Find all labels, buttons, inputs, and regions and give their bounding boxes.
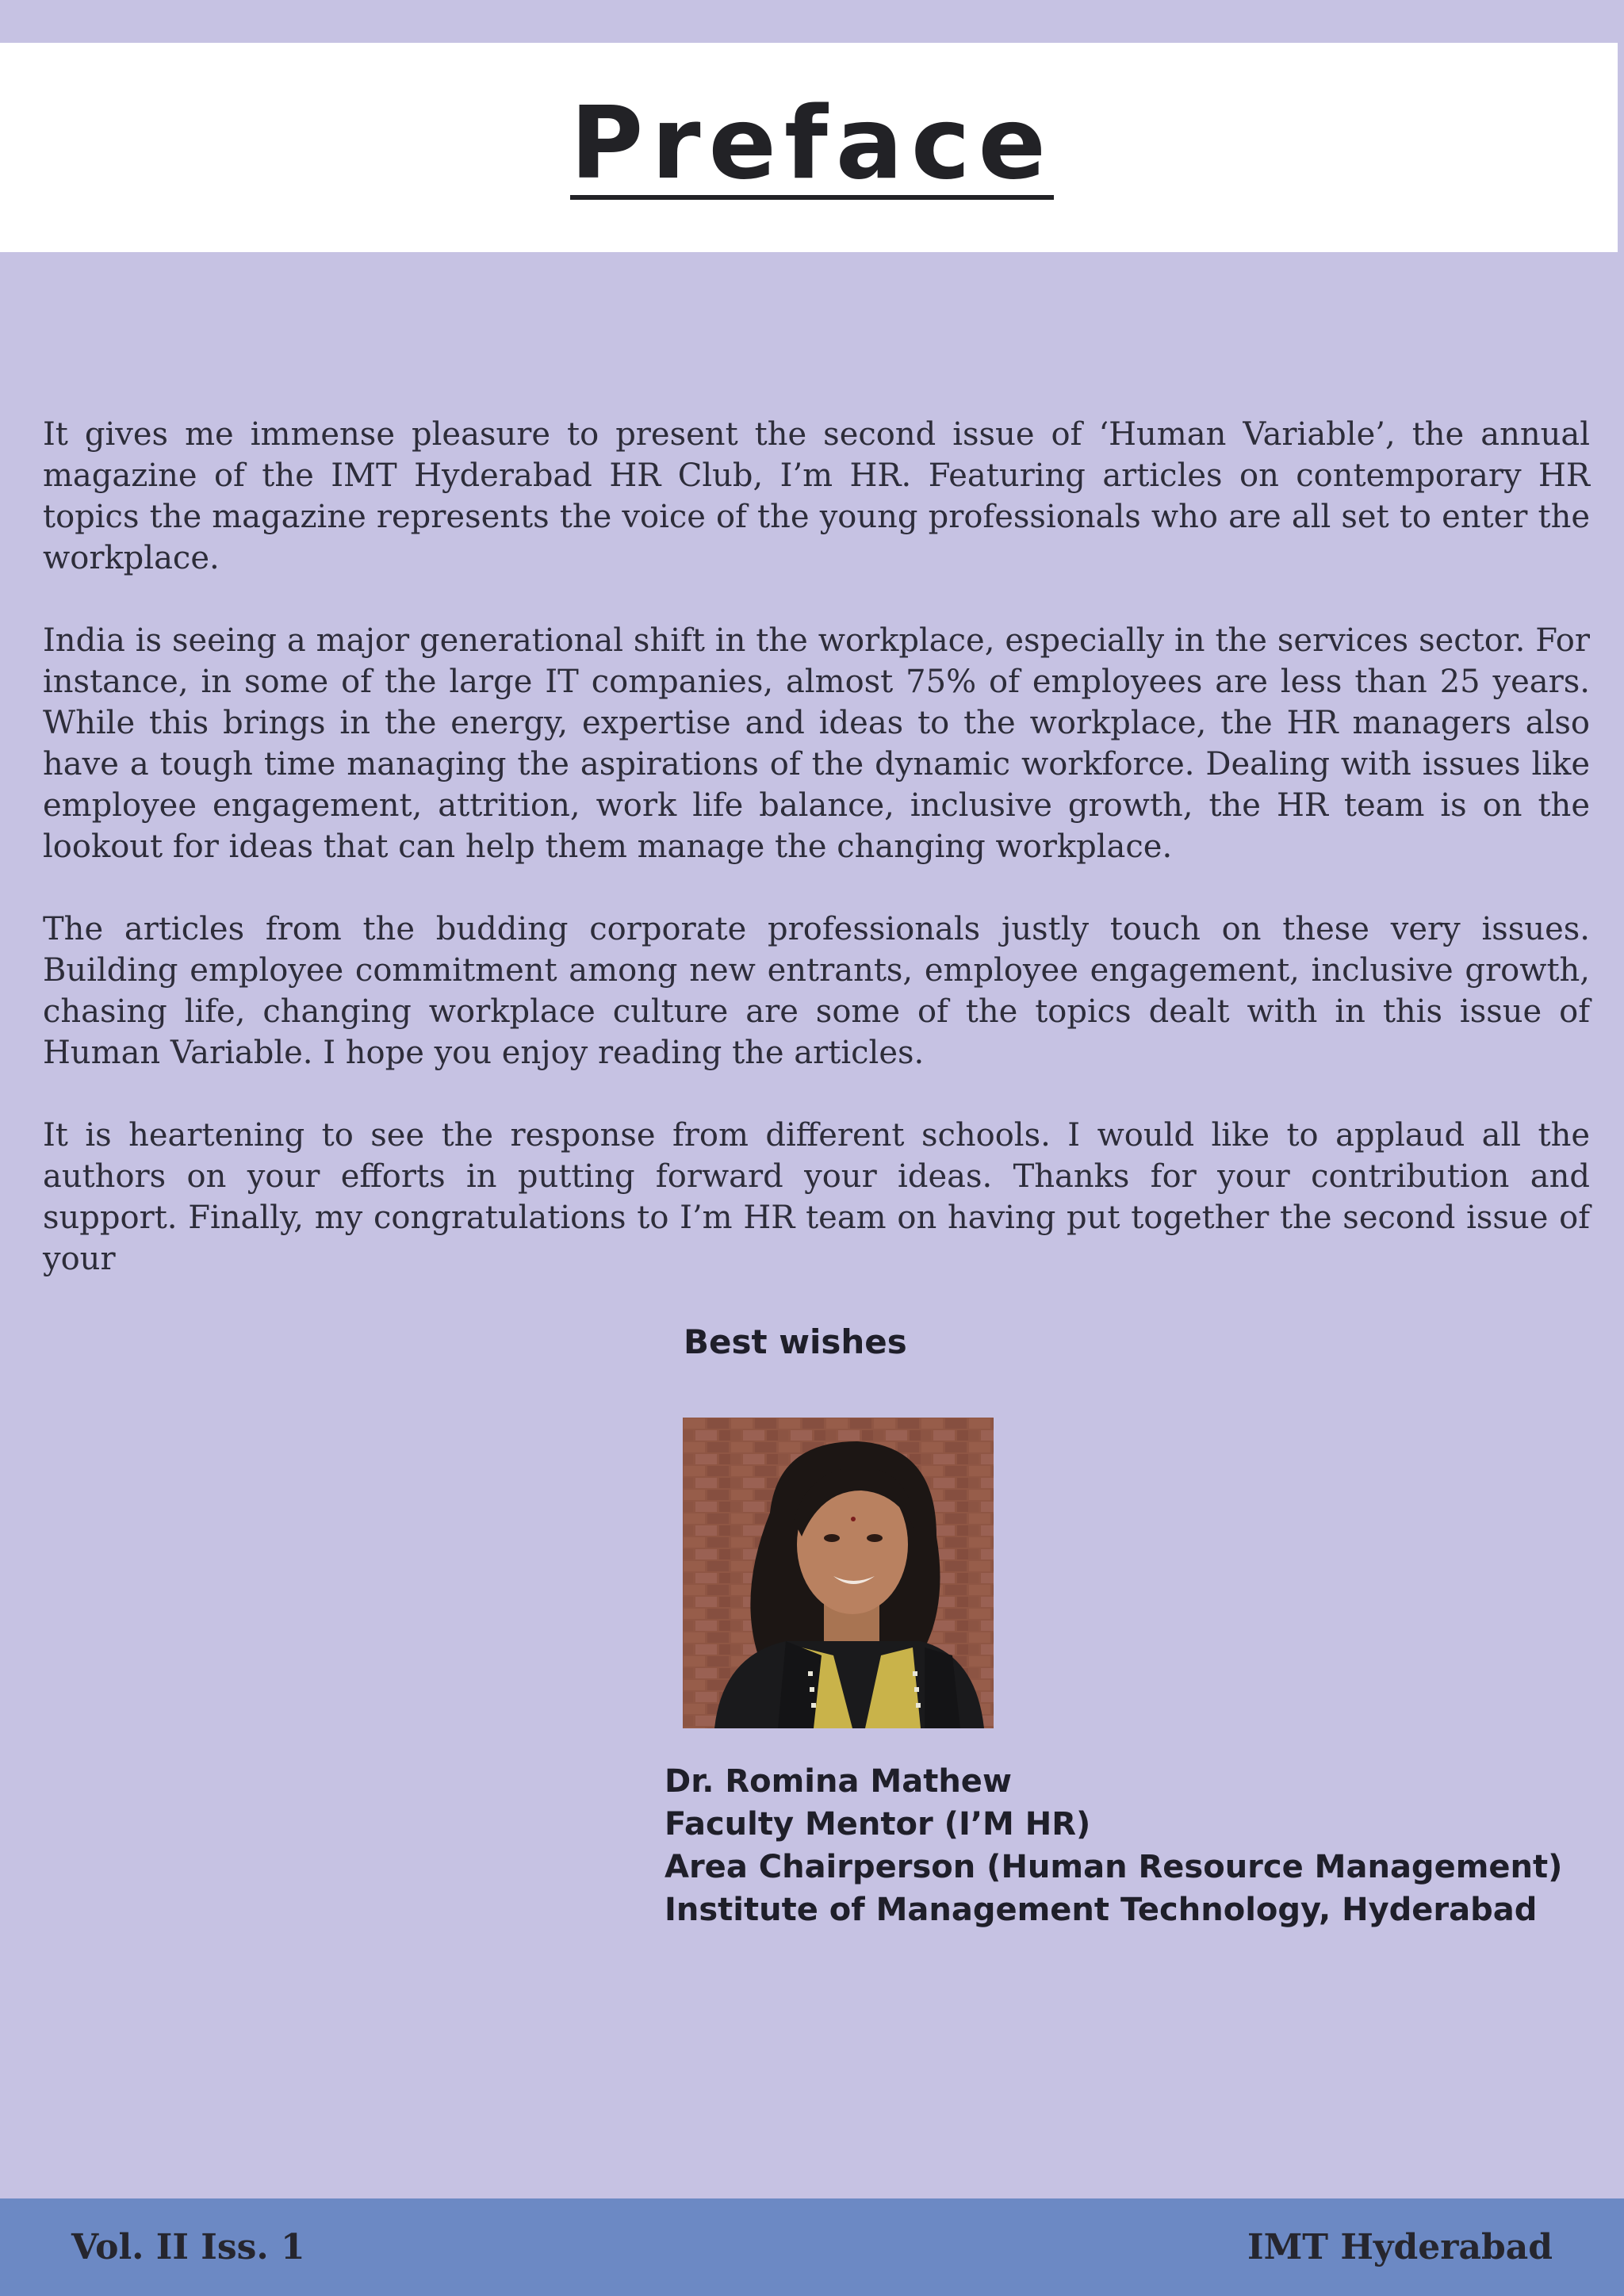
signer-name: Dr. Romina Mathew	[665, 1763, 1012, 1800]
paragraph-4: It is heartening to see the response from different schools. I would like to applaud all the authors on your efforts in putting forward your ideas. Thanks for your contribution and support. Finally, my congratulations to I’m HR team on having put together the second issue of your	[43, 1117, 1590, 1277]
signature-block	[665, 1760, 1562, 1931]
signer-role-chair: Area Chairperson (Human Resource Management)	[665, 1849, 1563, 1885]
footer-publisher: IMT Hyderabad	[1247, 2227, 1553, 2267]
portrait-image	[683, 1418, 994, 1728]
page-title: Preface	[570, 85, 1054, 201]
signer-role-mentor: Faculty Mentor (I’M HR)	[665, 1806, 1091, 1843]
preface-body	[43, 414, 1590, 1321]
closing-wishes: Best wishes	[684, 1322, 907, 1361]
signer-institute: Institute of Management Technology, Hyderabad	[665, 1892, 1538, 1928]
author-photo	[683, 1418, 994, 1728]
paragraph-1: It gives me immense pleasure to present the second issue of ‘Human Variable’, the annual magazine of the IMT Hyderabad HR Club, I’m HR. Featuring articles on contemporary HR topics the magazine represents the voice of the young professionals who are all set to enter the workplace.	[43, 416, 1590, 576]
footer-volume: Vol. II Iss. 1	[71, 2227, 305, 2267]
page-title-wrapper	[0, 85, 1624, 201]
footer-band	[0, 2198, 1624, 2296]
paragraph-2: India is seeing a major generational shift in the workplace, especially in the services sector. For instance, in some of the large IT companies, almost 75% of employees are less than 25 years. While this brings in the energy, expertise and ideas to the workplace, the HR managers also have a tough time managing the aspirations of the dynamic workforce. Dealing with issues like employee engagement, attrition, work life balance, inclusive growth, the HR team is on the lookout for ideas that can help them manage the changing workplace.	[43, 622, 1590, 865]
paragraph-3: The articles from the budding corporate professionals justly touch on these very issues. Building employee commitment among new entrants, employee engagement, inclusive growth, chasing life, changing workplace culture are some of the topics dealt with in this issue of Human Variable. I hope you enjoy reading the articles.	[43, 911, 1590, 1071]
